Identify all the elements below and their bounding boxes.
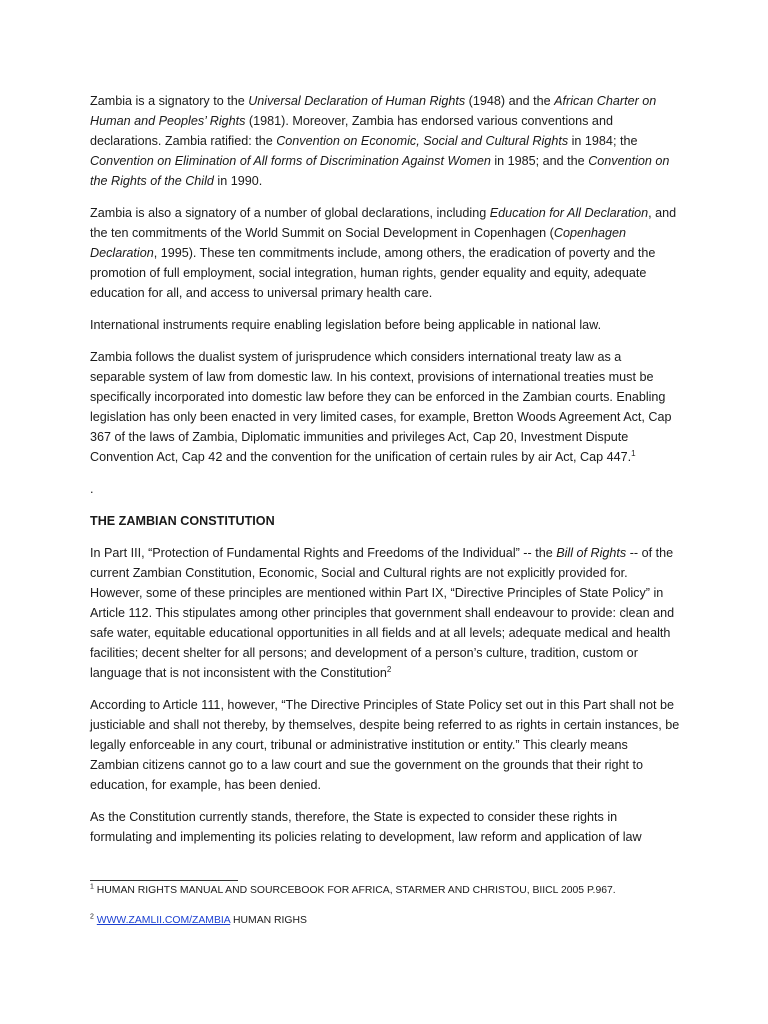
copenhagen-title: Copenhagen Declaration bbox=[90, 226, 627, 260]
document-body bbox=[90, 91, 680, 859]
crc-title: Convention on the Rights of the Child bbox=[90, 154, 670, 188]
footnote-2-number: 2 bbox=[90, 913, 94, 921]
cescr-title: Convention on Economic, Social and Cultural Rights bbox=[276, 134, 569, 148]
african-charter-title: African Charter on Human and Peoples’ Rights bbox=[90, 94, 657, 128]
paragraph-part-three: In Part III, “Protection of Fundamental Rights and Freedoms of the Individual” -- the Bill of Rights -- of the current Zambian Constitution, Economic, Social and Cultural rights are not explicitly provided for. However, some of these principles are mentioned within Part IX, “Directive Principles of State Policy” in Article 112. This stipulates among other principles that government shall endeavour to provide: clean and safe water, equitable educational opportunities in all fields and at all levels; adequate medical and health facilities; decent shelter for all persons; and development of a person’s culture, tradition, custom or language that is not inconsistent with the Constitution$^2$ bbox=[90, 546, 675, 680]
footnote-divider bbox=[90, 880, 238, 881]
paragraph-dualist: Zambia follows the dualist system of jurisprudence which considers international treaty law as a separable system of law from domestic law. In his context, provisions of international treaties must be specifically incorporated into domestic law before they can be enforced in the Zambian courts. Enabling legislation has only been enacted in very limited cases, for example, Bretton Woods Agreement Act, Cap 367 of the laws of Zambia, Diplomatic immunities and privileges Act, Cap 20, Investment Dispute Convention Act, Cap 42 and the convention for the unification of certain rules by air Act, Cap 447.$^1$ bbox=[90, 350, 672, 464]
cedaw-title: Convention on Elimination of All forms of Discrimination Against Women bbox=[90, 154, 491, 168]
paragraph-article-111: According to Article 111, however, “The Directive Principles of State Policy set out in this Part shall not be justiciable and shall not thereby, by themselves, despite being referred to as rights in certain instances, be legally enforceable in any court, tribunal or administrative institution or entity.” This clearly means Zambian citizens cannot go to a law court and sue the government on the grounds that their right to education, for example, has been denied. bbox=[90, 698, 680, 792]
bill-of-rights-title: Bill of Rights bbox=[556, 546, 627, 560]
footnote-2: $^2$ WWW.ZAMLII.COM/ZAMBIA HUMAN RIGHS bbox=[90, 913, 307, 926]
efa-title: Education for All Declaration bbox=[489, 206, 649, 220]
footnote-1-number: 1 bbox=[90, 883, 94, 891]
stray-dot: . bbox=[90, 482, 94, 496]
udhr-title: Universal Declaration of Human Rights bbox=[248, 94, 466, 108]
paragraph-state-expected: As the Constitution currently stands, therefore, the State is expected to consider these rights in formulating and implementing its policies relating to development, law reform and application of law bbox=[90, 810, 642, 844]
footnote-ref-2[interactable]: 2 bbox=[386, 664, 392, 674]
section-heading: THE ZAMBIAN CONSTITUTION bbox=[90, 514, 275, 528]
paragraph-instruments: International instruments require enabling legislation before being applicable in national law. bbox=[90, 318, 602, 332]
paragraph-treaties: Zambia is a signatory to the Universal Declaration of Human Rights (1948) and the African Charter on Human and Peoples’ Rights (1981). Moreover, Zambia has endorsed various conventions and declarations. Zambia ratified: the Convention on Economic, Social and Cultural Rights in 1984; the Convention on Elimination of All forms of Discrimination Against Women in 1985; and the Convention on the Rights of the Child in 1990. bbox=[90, 94, 670, 188]
footnotes bbox=[90, 883, 690, 943]
paragraph-declarations: Zambia is also a signatory of a number of global declarations, including Education for All Declaration, and the ten commitments of the World Summit on Social Development in Copenhagen (Copenhagen Declaration, 1995). These ten commitments include, among others, the eradication of poverty and the promotion of full employment, social integration, human rights, gender equality and equity, adequate education for all, and access to universal primary health care. bbox=[90, 206, 677, 300]
zamlii-link[interactable]: WWW.ZAMLII.COM/ZAMBIA bbox=[96, 915, 231, 926]
footnote-1: $^1$ HUMAN RIGHTS MANUAL AND SOURCEBOOK FOR AFRICA, STARMER AND CHRISTOU, BIICL 2005 P.967. bbox=[90, 883, 616, 896]
footnote-ref-1[interactable]: 1 bbox=[631, 448, 636, 458]
